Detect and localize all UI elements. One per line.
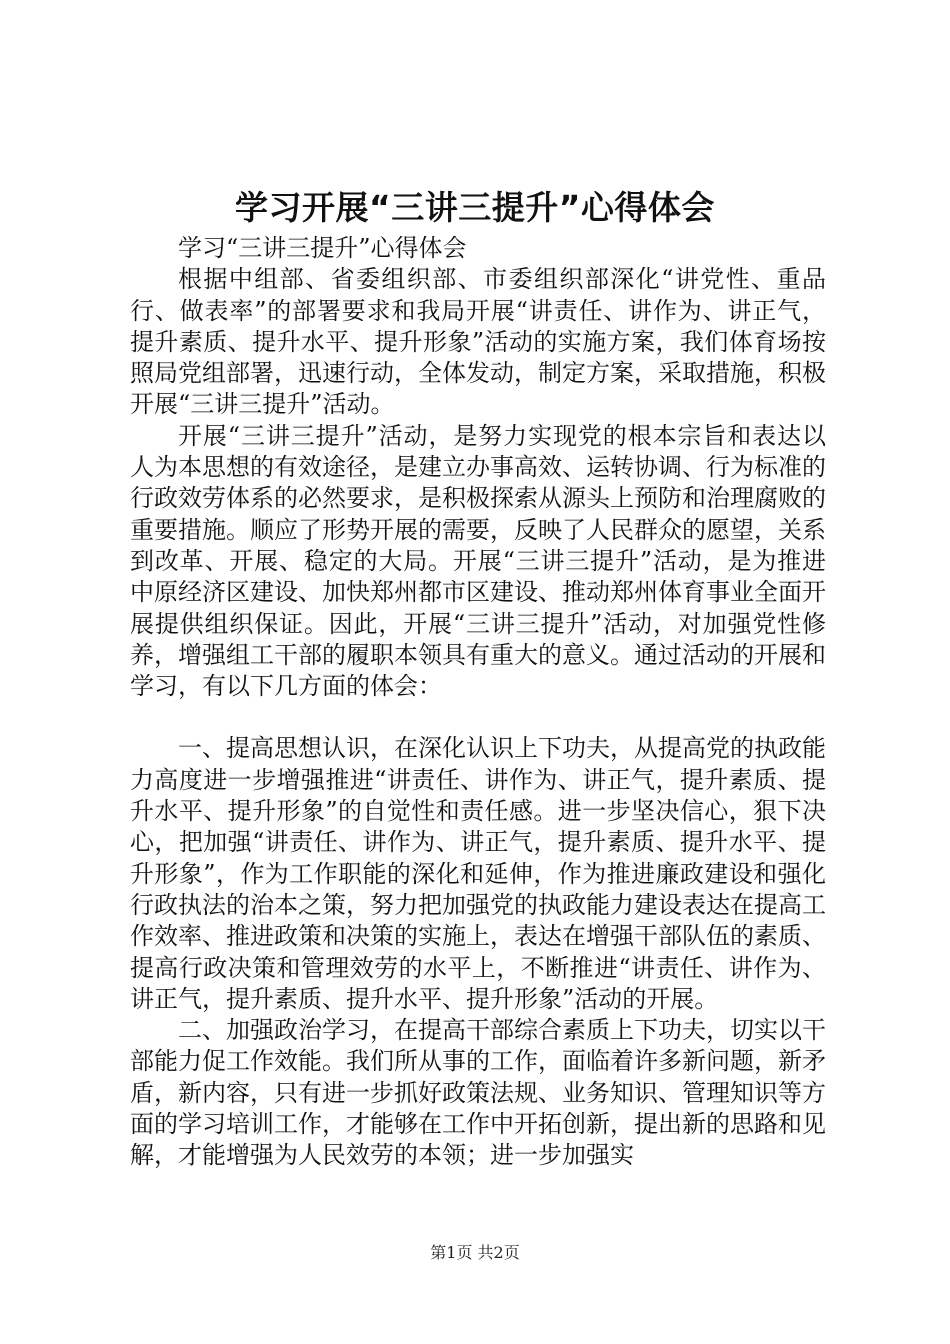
paragraph-point-two: 二、加强政治学习，在提高干部综合素质上下功夫，切实以干部能力促工作效能。我们所从事的工作，面临着许多新问题，新矛盾，新内容，只有进一步抓好政策法规、业务知识、管理知识等方面的学习培训工作，才能够在工作中开拓创新，提出新的思路和见解，才能增强为人民效劳的本领；进一步加强实 xyxy=(130,1016,826,1170)
document-body xyxy=(130,233,826,1172)
paragraph-point-one: 一、提高思想认识，在深化认识上下功夫，从提高党的执政能力高度进一步增强推进“讲责任、讲作为、讲正气，提升素质、提升水平、提升形象”的自觉性和责任感。进一步坚决信心，狠下决心，把加强“讲责任、讲作为、讲正气，提升素质、提升水平、提升形象”，作为工作职能的深化和延伸，作为推进廉政建设和强化行政执法的治本之策，努力把加强党的执政能力建设表达在提高工作效率、推进政策和决策的实施上，表达在增强干部队伍的素质、提高行政决策和管理效劳的水平上，不断推进“讲责任、讲作为、讲正气，提升素质、提升水平、提升形象”活动的开展。 xyxy=(130,734,826,1013)
subtitle-paragraph: 学习“三讲三提升”心得体会 xyxy=(178,234,467,262)
paragraph-significance: 开展“三讲三提升”活动，是努力实现党的根本宗旨和表达以人为本思想的有效途径，是建立办事高效、运转协调、行为标准的行政效劳体系的必然要求，是积极探索从源头上预防和治理腐败的重要措施。顺应了形势开展的需要，反映了人民群众的愿望，关系到改革、开展、稳定的大局。开展“三讲三提升”活动，是为推进中原经济区建设、加快郑州都市区建设、推动郑州体育事业全面开展提供组织保证。因此，开展“三讲三提升”活动，对加强党性修养，增强组工干部的履职本领具有重大的意义。通过活动的开展和学习，有以下几方面的体会： xyxy=(130,421,826,701)
page-footer: 第1页 共2页 xyxy=(430,1243,520,1262)
document-title: 学习开展“三讲三提升”心得体会 xyxy=(235,188,715,227)
paragraph-intro: 根据中组部、省委组织部、市委组织部深化“讲党性、重品行、做表率”的部署要求和我局开展“讲责任、讲作为、讲正气，提升素质、提升水平、提升形象”活动的实施方案，我们体育场按照局党组部署，迅速行动，全体发动，制定方案，采取措施，积极开展“三讲三提升”活动。 xyxy=(130,265,826,419)
